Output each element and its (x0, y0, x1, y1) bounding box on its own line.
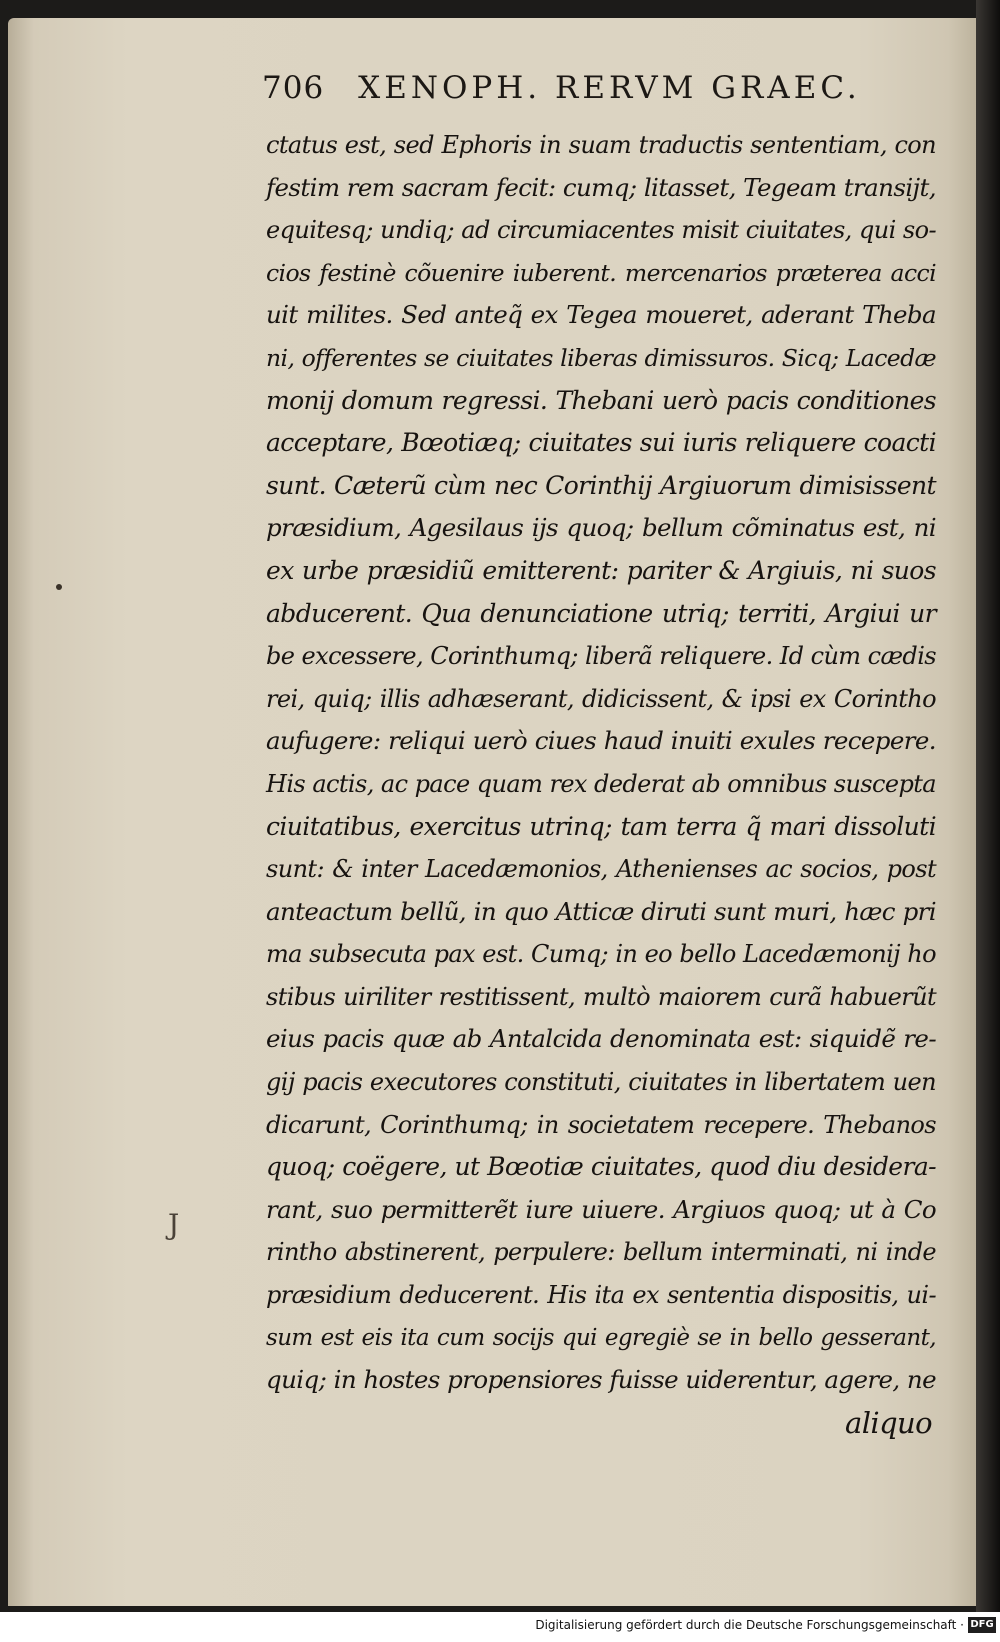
text-line: festim rem sacram fecit: cumq; litasset, Tegeam transijt, (266, 172, 936, 202)
text-line: dicarunt, Corinthumq; in societatem recepere. Thebanos (266, 1110, 936, 1139)
text-line: gij pacis executores constituti, ciuitates in libertatem uen (266, 1068, 936, 1097)
text-line: ex urbe præsidiũ emitterent: pariter & Argiuis, ni suos (266, 555, 936, 585)
text-line: eius pacis quæ ab Antalcida denominata est: siquidẽ re- (266, 1024, 936, 1054)
text-line: ni, offerentes se ciuitates liberas dimissuros. Sicq; Lacedæ (266, 343, 936, 372)
text-line: abducerent. Qua denunciatione utriq; territi, Argiui ur (266, 598, 936, 628)
running-header (262, 70, 862, 114)
text-line: quiq; in hostes propensiores fuisse uiderentur, agere, ne (266, 1365, 936, 1395)
text-line: sum est eis ita cum socijs qui egregiè se in bello gesserant, (266, 1324, 936, 1351)
page-number: 706 (262, 70, 325, 106)
text-line: ma subsecuta pax est. Cumq; in eo bello Lacedæmonij ho (266, 940, 936, 969)
paper-speck (56, 584, 62, 590)
text-line: monij domum regressi. Thebani uerò pacis conditiones (266, 385, 936, 415)
text-line: sunt: & inter Lacedæmonios, Athenienses ac socios, post (266, 855, 936, 884)
dfg-logo: DFG (968, 1617, 996, 1633)
text-line: stibus uiriliter restitissent, multò maiorem curã habuerũt (266, 982, 936, 1011)
text-line: uit milites. Sed anteq̃ ex Tegea moueret, aderant Theba (266, 300, 936, 330)
text-line: be excessere, Corinthumq; liberã reliquere. Id cùm cædis (266, 642, 936, 671)
text-line: His actis, ac pace quam rex dederat ab omnibus suscepta (266, 769, 936, 798)
text-line: rintho abstinerent, perpulere: bellum interminati, ni inde (266, 1238, 936, 1267)
text-line: sunt. Cæterũ cùm nec Corinthij Argiuorum dimisissent (266, 470, 936, 500)
margin-mark: J (168, 1208, 180, 1241)
text-line: ciuitatibus, exercitus utrinq; tam terra q̃ mari dissoluti (266, 811, 936, 841)
text-line: præsidium deducerent. His ita ex sententia dispositis, ui- (266, 1281, 936, 1310)
running-title: XENOPH. RERVM GRAEC. (358, 70, 861, 106)
catchword: aliquo (845, 1405, 932, 1440)
text-line: equitesq; undiq; ad circumiacentes misit ciuitates, qui so- (266, 216, 936, 245)
text-line: præsidium, Agesilaus ijs quoq; bellum cõminatus est, ni (266, 513, 936, 543)
text-line: ctatus est, sed Ephoris in suam traductis sententiam, con (266, 131, 936, 159)
funding-credit: Digitalisierung gefördert durch die Deutsche Forschungsgemeinschaft · (535, 1618, 964, 1632)
page-gutter-shadow (976, 0, 1000, 1612)
text-line: cios festinè cõuenire iuberent. mercenarios præterea acci (266, 258, 936, 287)
text-line: anteactum bellũ, in quo Atticæ diruti sunt muri, hæc pri (266, 896, 936, 926)
text-line: aufugere: reliqui uerò ciues haud inuiti exules recepere. (266, 726, 936, 756)
text-line: quoq; coëgere, ut Bœotiæ ciuitates, quod diu desidera- (266, 1152, 936, 1182)
text-line: rei, quiq; illis adhæserant, didicissent, & ipsi ex Corintho (266, 684, 936, 713)
footer-bar (0, 1612, 1000, 1642)
text-line: acceptare, Bœotiæq; ciuitates sui iuris reliquere coacti (266, 428, 936, 458)
body-text (266, 124, 936, 1444)
text-line: rant, suo permitterẽt iure uiuere. Argiuos quoq; ut à Co (266, 1194, 936, 1224)
